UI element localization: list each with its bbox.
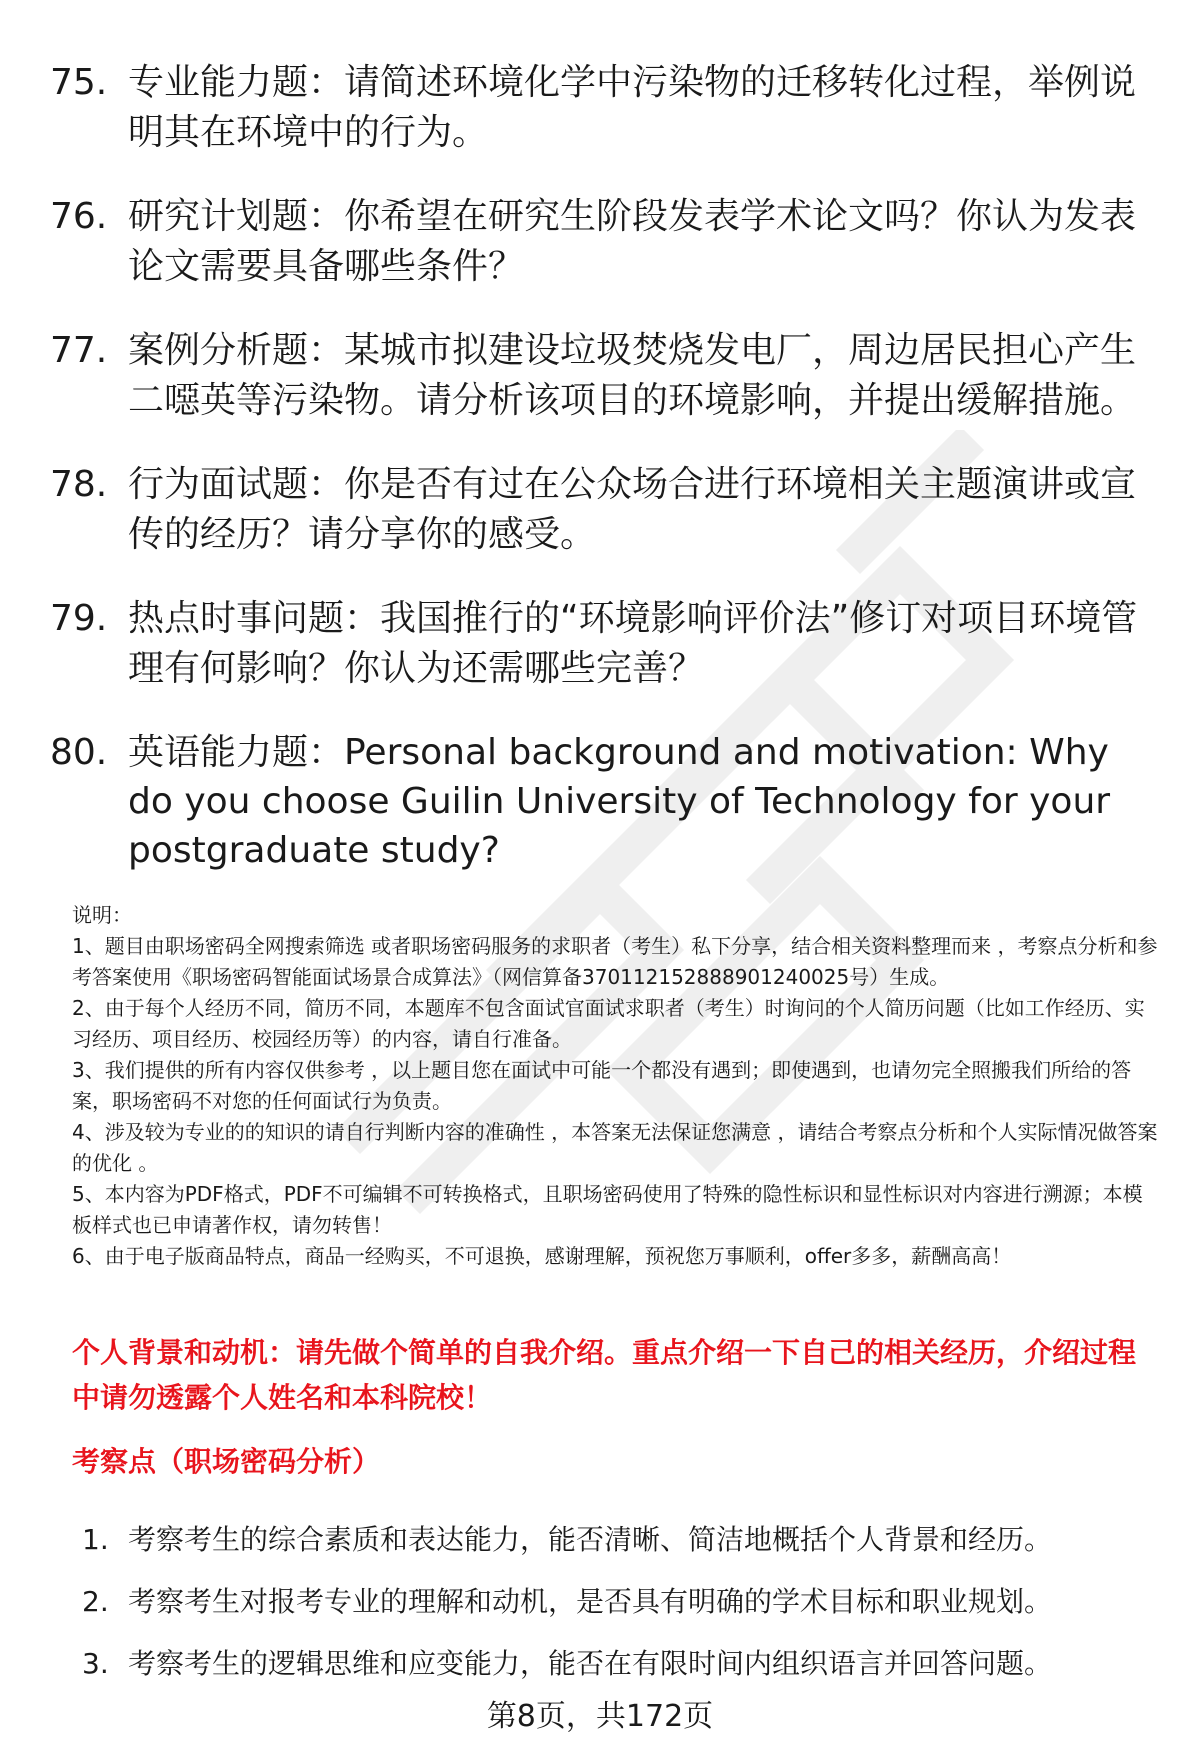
list-item xyxy=(82,1582,1162,1622)
analysis-points-list xyxy=(82,1520,1162,1706)
list-item xyxy=(82,1520,1162,1560)
list-item-text: 考察考生的逻辑思维和应变能力，能否在有限时间内组织语言并回答问题。 xyxy=(128,1647,1053,1680)
notes-item: 3、我们提供的所有内容仅供参考 ，以上题目您在面试中可能一个都没有遇到；即使遇到，也请勿完全照搬我们所给的答案，职场密码不对您的任何面试行为负责。 xyxy=(72,1058,1132,1113)
notes-item: 4、涉及较为专业的的知识的请自行判断内容的准确性 ，本答案无法保证您满意 ，请结合考察点分析和个人实际情况做答案的优化 。 xyxy=(72,1120,1158,1175)
question-list xyxy=(50,58,1140,909)
question-item-75 xyxy=(50,58,1140,158)
list-item-number: 2. xyxy=(82,1585,109,1618)
notes-item: 5、本内容为PDF格式，PDF不可编辑不可转换格式，且职场密码使用了特殊的隐性标识和显性标识对内容进行溯源；本模板样式也已申请著作权，请勿转售！ xyxy=(72,1182,1143,1237)
list-item xyxy=(82,1644,1162,1684)
question-item-79 xyxy=(50,594,1140,694)
question-text: 行为面试题：你是否有过在公众场合进行环境相关主题演讲或宣传的经历？请分享你的感受。 xyxy=(128,464,1137,555)
question-text: 英语能力题：Personal background and motivation: Why do you choose Guilin University of Technology for your postgraduate study? xyxy=(128,732,1111,871)
question-number: 80. xyxy=(50,732,108,773)
question-text: 案例分析题：某城市拟建设垃圾焚烧发电厂，周边居民担心产生二噁英等污染物。请分析该项目的环境影响，并提出缓解措施。 xyxy=(128,330,1137,421)
question-text: 热点时事问题：我国推行的“环境影响评价法”修订对项目环境管理有何影响？你认为还需哪些完善？ xyxy=(128,598,1138,689)
notes-item: 6、由于电子版商品特点，商品一经购买，不可退换，感谢理解，预祝您万事顺利，offer多多，薪酬高高！ xyxy=(72,1244,1012,1268)
list-item-text: 考察考生对报考专业的理解和动机，是否具有明确的学术目标和职业规划。 xyxy=(128,1585,1053,1618)
list-item-number: 1. xyxy=(82,1523,109,1556)
question-item-80 xyxy=(50,728,1140,875)
list-item-text: 考察考生的综合素质和表达能力，能否清晰、简洁地概括个人背景和经历。 xyxy=(128,1523,1053,1556)
question-number: 76. xyxy=(50,196,108,237)
question-item-78 xyxy=(50,460,1140,560)
question-text: 专业能力题：请简述环境化学中污染物的迁移转化过程，举例说明其在环境中的行为。 xyxy=(128,62,1137,153)
question-text: 研究计划题：你希望在研究生阶段发表学术论文吗？你认为发表论文需要具备哪些条件？ xyxy=(128,196,1137,287)
question-number: 78. xyxy=(50,464,108,505)
notes-item: 1、题目由职场密码全网搜索筛选 或者职场密码服务的求职者（考生）私下分享，结合相关资料整理而来 ，考察点分析和参考答案使用《职场密码智能面试场景合成算法》（网信算备370112152888901240025号）生成。 xyxy=(72,934,1158,989)
notes-title: 说明： xyxy=(72,903,132,927)
list-item-number: 3. xyxy=(82,1647,109,1680)
disclaimer-notes xyxy=(72,900,1160,1272)
question-number: 75. xyxy=(50,62,108,103)
question-item-76 xyxy=(50,192,1140,292)
featured-question: 个人背景和动机：请先做个简单的自我介绍。重点介绍一下自己的相关经历，介绍过程中请勿透露个人姓名和本科院校！ xyxy=(72,1336,1137,1414)
question-number: 77. xyxy=(50,330,108,371)
question-item-77 xyxy=(50,326,1140,426)
analysis-points-title: 考察点（职场密码分析） xyxy=(72,1445,381,1478)
question-number: 79. xyxy=(50,598,108,639)
page-number-footer: 第8页，共172页 xyxy=(486,1699,714,1734)
notes-item: 2、由于每个人经历不同，简历不同，本题库不包含面试官面试求职者（考生）时询问的个人简历问题（比如工作经历、实习经历、项目经历、校园经历等）的内容，请自行准备。 xyxy=(72,996,1145,1051)
